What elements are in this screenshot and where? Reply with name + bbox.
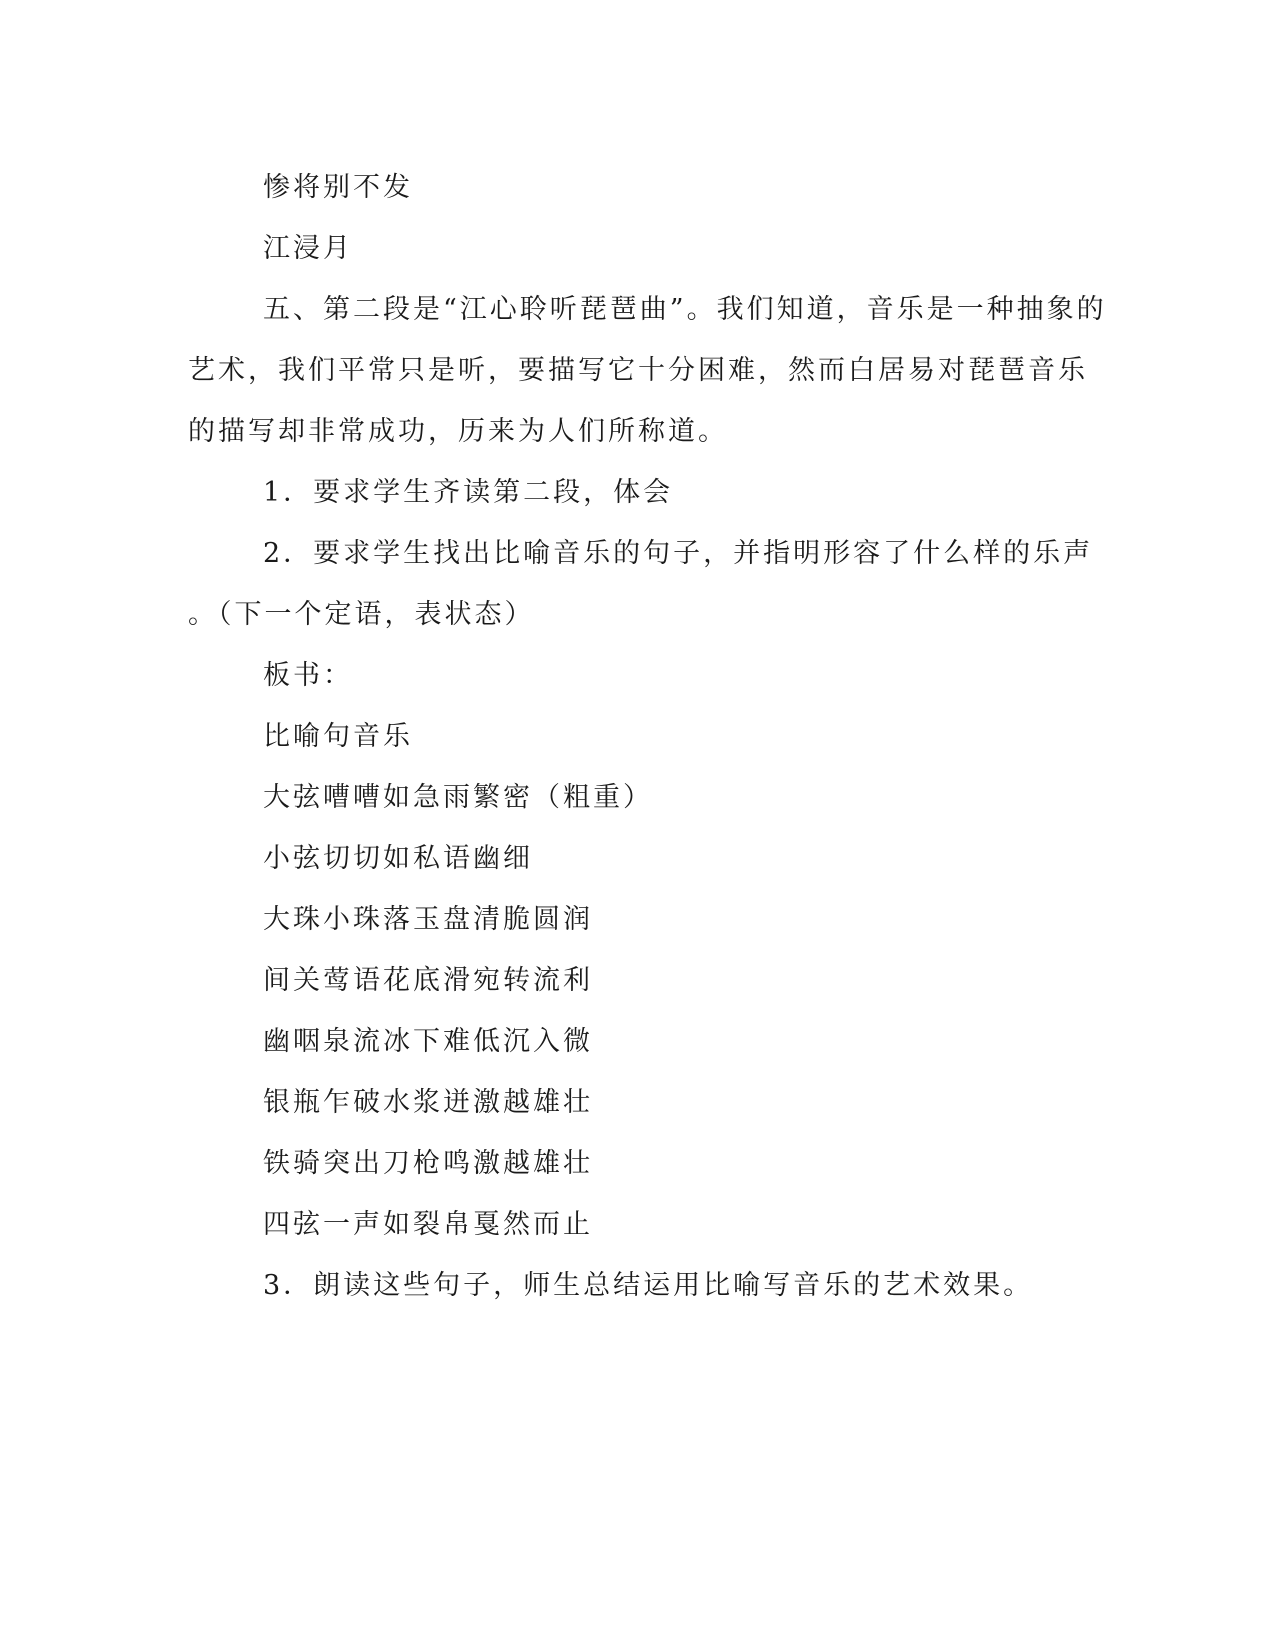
board-line: 小弦切切如私语幽细 [263,843,533,874]
text-line: 惨将别不发 [263,172,413,203]
board-line: 大珠小珠落玉盘清脆圆润 [263,904,593,935]
section-label: 板书： [263,660,353,691]
board-line: 大弦嘈嘈如急雨繁密（粗重） [263,782,653,813]
list-item: 1．要求学生齐读第二段，体会 [263,477,674,508]
paragraph-line: 五、第二段是“江心聆听琵琶曲”。我们知道，音乐是一种抽象的 [263,294,1107,325]
list-item: 3．朗读这些句子，师生总结运用比喻写音乐的艺术效果。 [263,1270,1034,1301]
board-line: 间关莺语花底滑宛转流利 [263,965,593,996]
text-line: 江浸月 [263,233,353,264]
board-line: 铁骑突出刀枪鸣激越雄壮 [263,1148,593,1179]
paragraph-line: 艺术，我们平常只是听，要描写它十分困难，然而白居易对琵琶音乐 [188,355,1088,386]
board-line: 幽咽泉流冰下难低沉入微 [263,1026,593,1057]
paragraph-line: 的描写却非常成功，历来为人们所称道。 [188,416,728,447]
list-item: 2．要求学生找出比喻音乐的句子，并指明形容了什么样的乐声 [263,538,1094,569]
list-item-continuation: 。（下一个定语，表状态） [188,599,535,630]
board-line: 银瓶乍破水浆迸激越雄壮 [263,1087,593,1118]
board-line: 比喻句音乐 [263,721,413,752]
board-line: 四弦一声如裂帛戛然而止 [263,1209,593,1240]
